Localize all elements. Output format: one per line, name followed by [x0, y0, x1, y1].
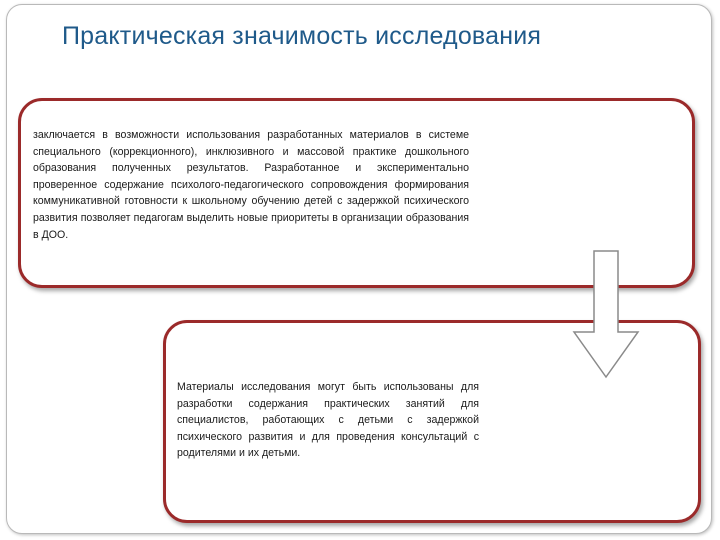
significance-text: заключается в возможности использования разработанных материалов в системе специального (коррекционного), инклюзивного и массовой практике дошкольного образования полученных результатов. Разработанное и экспериментально проверенное содержание психолого-педагогического сопровождения формирования коммуникативной готовности к школьному обучению детей с задержкой психического развития позволяет педагогам выделить новые приоритеты в организации образования в ДОО. — [33, 129, 469, 241]
down-arrow-icon — [572, 250, 640, 380]
slide-title: Практическая значимость исследования — [62, 22, 542, 50]
materials-text: Материалы исследования могут быть использованы для разработки содержания практических занятий для специалистов, работающих с детьми с задержкой психического развития и для проведения консультаций с родителями и их детьми. — [177, 381, 479, 460]
